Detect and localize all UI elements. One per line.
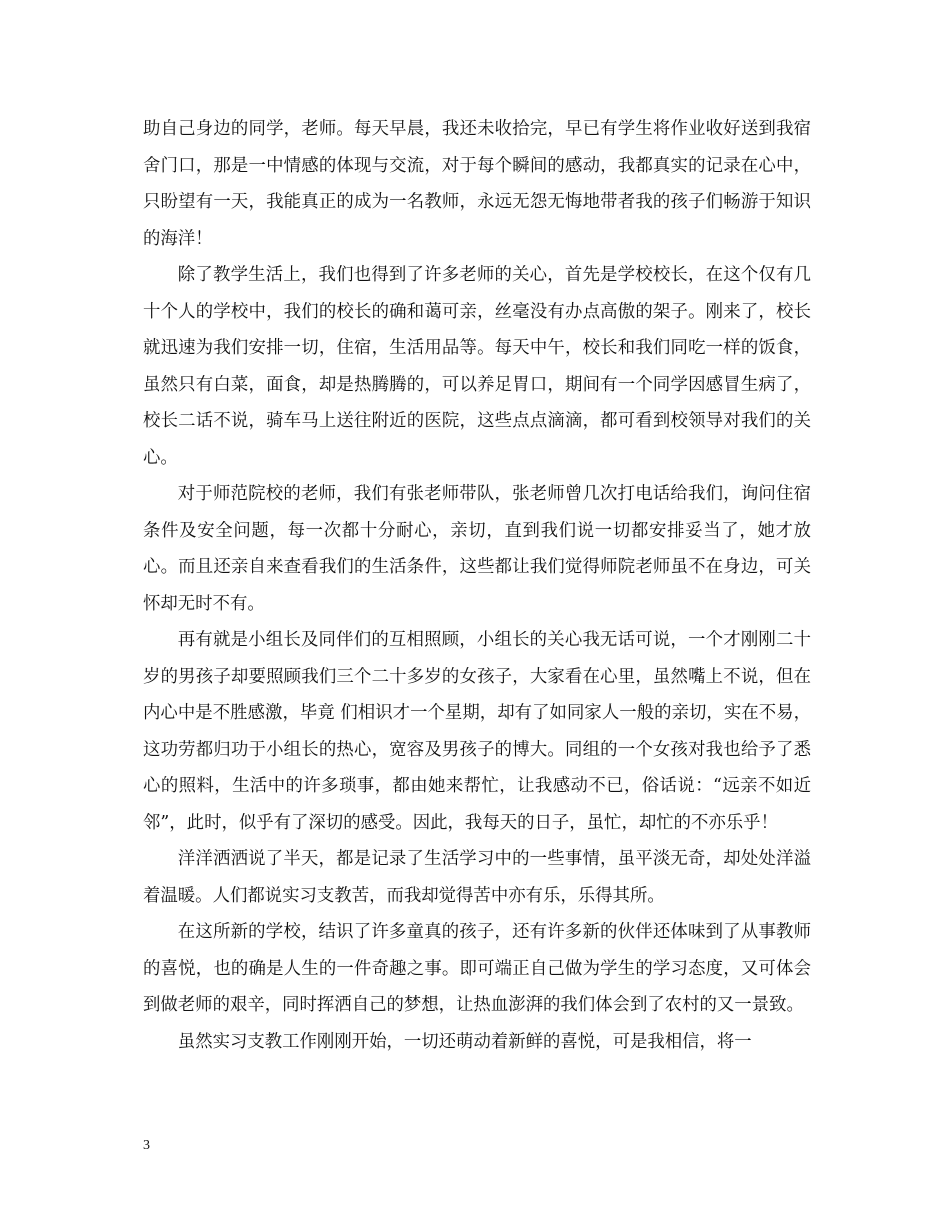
paragraph: 再有就是小组长及同伴们的互相照顾，小组长的关心我无话可说，一个才刚刚二十岁的男孩子却要照顾我们三个二十多岁的女孩子，大家看在心里，虽然嘴上不说，但在内心中是不胜感激，毕竟 们相识才一个星期，却有了如同家人一般的亲切，实在不易，这功劳都归功于小组长的热心，宽容及男孩子的博大。同组的一个女孩对我也给予了悉心的照料，生活中的许多琐事，都由她来帮忙，让我感动不已，俗话说：“远亲不如近邻”，此时，似乎有了深切的感受。因此，我每天的日子，虽忙，却忙的不亦乐乎！ (143, 630, 811, 833)
paragraph: 对于师范院校的老师，我们有张老师带队，张老师曾几次打电话给我们，询问住宿条件及安全问题，每一次都十分耐心，亲切，直到我们说一切都安排妥当了，她才放心。而且还亲自来查看我们的生活条件，这些都让我们觉得师院老师虽不在身边，可关怀却无时不有。 (143, 484, 811, 614)
page-number: 3 (143, 1138, 150, 1153)
paragraph-continued: 助自己身边的同学，老师。每天早晨，我还未收拾完，早已有学生将作业收好送到我宿舍门口，那是一中情感的体现与交流，对于每个瞬间的感动，我都真实的记录在心中，只盼望有一天，我能真正的成为一名教师，永远无怨无悔地带者我的孩子们畅游于知识的海洋！ (143, 119, 811, 249)
paragraph: 在这所新的学校，结识了许多童真的孩子，还有许多新的伙伴还体味到了从事教师的喜悦，也的确是人生的一件奇趣之事。即可端正自己做为学生的学习态度，又可体会到做老师的艰辛，同时挥洒自己的梦想，让热血澎湃的我们体会到了农村的又一景致。 (143, 922, 811, 1015)
paragraph: 除了教学生活上，我们也得到了许多老师的关心，首先是学校校长，在这个仅有几十个人的学校中，我们的校长的确和蔼可亲，丝毫没有办点高傲的架子。刚来了，校长就迅速为我们安排一切，住宿，生活用品等。每天中午，校长和我们同吃一样的饭食，虽然只有白菜，面食，却是热腾腾的，可以养足胃口，期间有一个同学因感冒生病了，校长二话不说，骑车马上送往附近的医院，这些点点滴滴，都可看到校领导对我们的关心。 (143, 265, 811, 468)
paragraph: 洋洋洒洒说了半天，都是记录了生活学习中的一些事情，虽平淡无奇，却处处洋溢着温暖。人们都说实习支教苦，而我却觉得苦中亦有乐，乐得其所。 (143, 849, 811, 906)
document-body (143, 111, 811, 1060)
paragraph: 虽然实习支教工作刚刚开始，一切还萌动着新鲜的喜悦，可是我相信，将一 (177, 1031, 752, 1052)
